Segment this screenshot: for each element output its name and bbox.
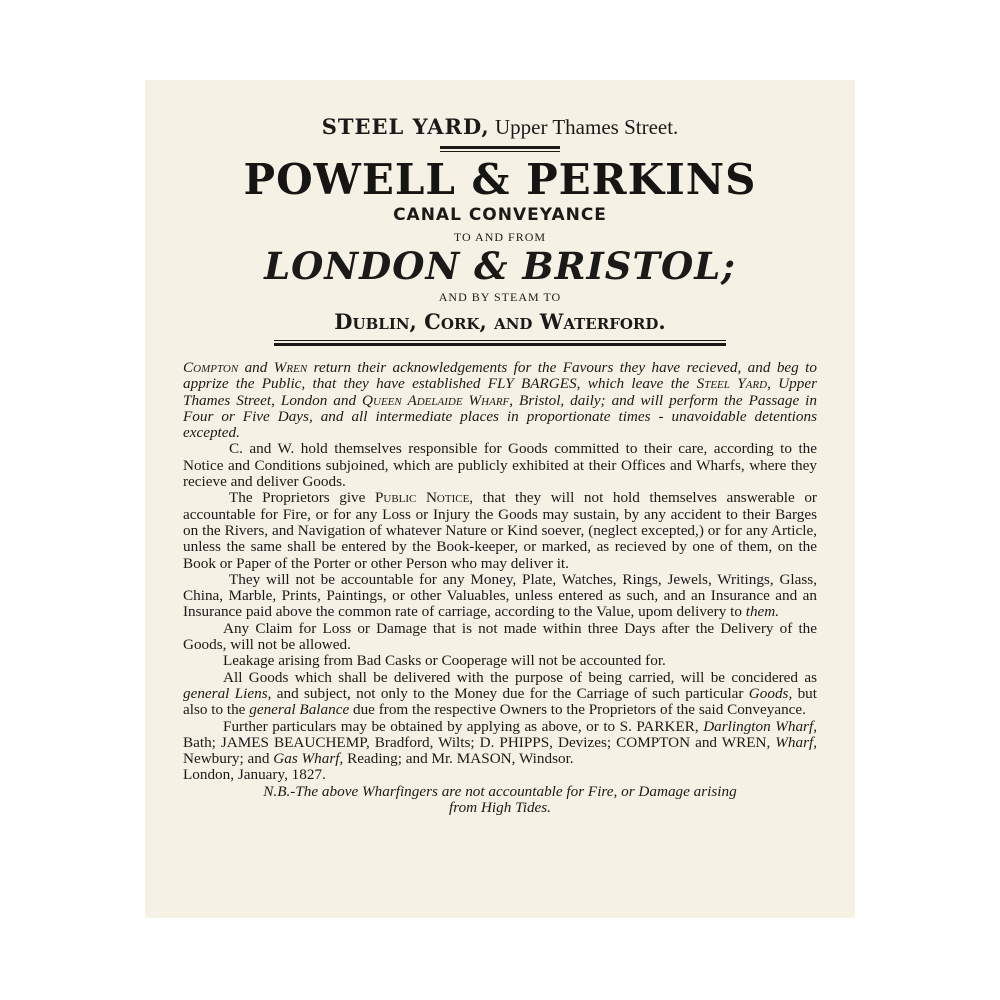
handbill-paper <box>145 80 855 918</box>
text-intro-1: return their acknowledgements for the Favours they have recieved, and beg to apprize the Public, that they have established FLY BARGES, which leave the <box>183 359 817 393</box>
paragraph-claims: Any Claim for Loss or Damage that is not made within three Days after the Delivery of the Goods, will not be allowed. <box>183 619 817 654</box>
paragraph-intro <box>183 360 817 441</box>
text-wharf: Wharf <box>775 733 814 751</box>
service-subtitle: CANAL CONVEYANCE <box>393 205 607 225</box>
text-p8-c: , Bath; JAMES BEAUCHEMP, Bradford, Wilts; D. PHIPPS, Devizes; COMPTON and WREN, <box>183 717 817 751</box>
route-title: LONDON & BRISTOL; <box>264 244 736 288</box>
company-title: POWELL & PERKINS <box>243 155 757 204</box>
header-location-rest: Upper Thames Street. <box>495 115 679 139</box>
text-p4-a: They will not be accountable for any Money, Plate, Watches, Rings, Jewels, Writings, Glass, China, Marble, Prints, Paintings, or other Valuables, unless entered as such, and an Insurance and an Insurance paid above the common rate of carriage, according to the Value, upom delivery to <box>183 570 817 621</box>
header-location <box>183 114 817 140</box>
text-p8-g: , Reading; and Mr. MASON, Windsor. <box>339 750 574 768</box>
text-p3-a: The Proprietors give <box>229 489 375 507</box>
text-and: and <box>238 359 274 376</box>
paragraph-responsibility: C. and W. hold themselves responsible for Goods committed to their care, according to the Notice and Conditions subjoined, which are publicly exhibited at their Offices and Wharfs, where they recieve and deliver Goods. <box>183 440 817 491</box>
destinations-line: Dublin, Cork, and Waterford. <box>334 309 666 334</box>
top-rule <box>440 146 560 152</box>
bottom-rule <box>274 340 726 346</box>
paragraph-agents <box>183 719 817 768</box>
nota-bene-line-2: from High Tides. <box>449 799 551 817</box>
header-location-bold: STEEL YARD, <box>321 114 490 139</box>
text-p8-e: , Newbury; and <box>183 733 817 768</box>
text-public-notice: Public Notice <box>374 489 470 507</box>
paragraph-public-notice <box>183 490 817 571</box>
text-goods: Goods, <box>748 684 793 702</box>
text-p7-a: All Goods which shall be delivered with the purpose of being carried, will be concidered as <box>223 668 817 686</box>
by-steam-line: AND BY STEAM TO <box>438 290 562 304</box>
text-p7-c: , and subject, not only to the Money due for the Carriage of such particular <box>267 684 749 702</box>
text-general-balance: general Balance <box>249 701 350 719</box>
text-steel-yard: Steel Yard <box>696 375 768 393</box>
text-p8-a: Further particulars may be obtained by applying as above, or to S. PARKER, <box>223 717 704 735</box>
to-and-from-line: TO AND FROM <box>453 230 547 244</box>
text-darlington-wharf: Darlington Wharf <box>703 717 814 735</box>
date-line: London, January, 1827. <box>183 766 326 784</box>
text-p7-e: but also to the <box>183 684 817 719</box>
text-them: them. <box>745 603 780 621</box>
notice-body <box>183 360 817 816</box>
text-intro-3: , Bristol, daily; and will perform the Passage in Four or Five Days, and all intermediate places in proportionate times - unavoidable detentions excepted. <box>183 391 817 442</box>
nota-bene <box>183 784 817 817</box>
nota-bene-line-1: N.B.-The above Wharfingers are not accountable for Fire, or Damage arising <box>263 782 737 800</box>
text-general-liens: general Liens <box>183 684 268 702</box>
paragraph-leakage: Leakage arising from Bad Casks or Cooperage will not be accounted for. <box>223 652 666 670</box>
text-compton: Compton <box>183 359 239 376</box>
text-gas-wharf: Gas Wharf <box>273 750 340 768</box>
paragraph-valuables <box>183 572 817 621</box>
text-p7-g: due from the respective Owners to the Proprietors of the said Conveyance. <box>349 701 806 719</box>
text-intro-2: , Upper Thames Street, London and <box>183 375 817 409</box>
text-queen-adelaide: Queen Adelaide Wharf <box>362 391 510 409</box>
text-p3-c: , that they will not hold themselves answerable or accountable for Fire, or for any Loss or Injury the Goods may sustain, by any accident to their Barges on the Rivers, and Navigation of whatever Nature or Kind soever, (neglect excepted,) or for any Article, unless the same shall be entered by the Book-keeper, or marked, as recieved by one of them, on the Book or Paper of the Porter or other Person who may deliver it. <box>183 489 817 572</box>
text-wren: Wren <box>273 359 308 376</box>
paragraph-liens <box>183 670 817 719</box>
